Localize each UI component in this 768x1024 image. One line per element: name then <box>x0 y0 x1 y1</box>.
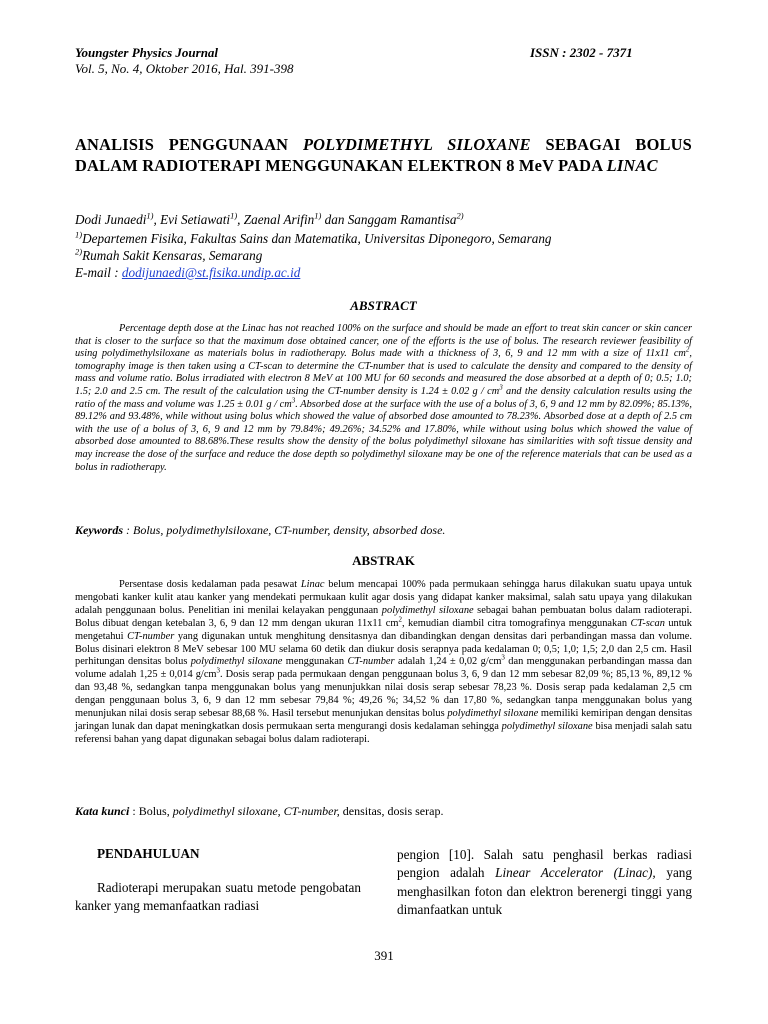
abstract-body: Percentage depth dose at the Linac has not reached 100% on the surface and should be made an effort to treat skin cancer or skin cancer that is closer to the surface so that the maximum dose obtained cancer, one of the efforts is the use of bolus. The research reviewer feasibility of using polydimethylsiloxane as materials bolus in radiotherapy. Bolus made with a thickness of 3, 6, 9 and 12 mm with a size of 11x11 $cm^2$, tomography image is then taken using a CT-scan to determine the CT-number that is used to calculate the density and compared to the density of mass and volume ratio. Bolus irradiated with electron 8 MeV at 100 MU for 60 seconds and measured the dose absorbed at a depth of 0; 0.5; 1.0; 1.5; 2.0 and 2.5 cm. The result of the calculation using the CT-number density is 1.24 ± 0.02 g / $cm^3$ and the density calculation results using the ratio of the mass and volume was 1.25 ± 0.01 g / $cm^3$. Absorbed dose at the surface with the use of a bolus of 3, 6, 9 and 12 mm by 82.09%; 85.13%, 89.12% and 93.48%, while without using bolus which showed the value of absorbed dose amounted to 78.23%. Absorbed dose at a depth of 2.5 cm with the use of a bolus of 3, 6, 9 and 12 mm by 79.84%; 49.26%; 34.52% and 17.80%, while without using bolus which showed the value of absorbed dose amounted to 88.68%.These results show the density of the bolus polydimethyl siloxane has similarities with soft tissue density and may increase the dose of the surface and reduce the dose depth so polydimethyl siloxane may be one of the reference materials that can be used as a bolus in radiotherapy. <box>75 323 692 473</box>
right-column-paragraph: pengion [10]. Salah satu penghasil berkas radiasi pengion adalah Linear Accelerator (Linac), yang menghasilkan foton dan elektron berenergi tinggi yang dimanfaatkan untuk <box>397 847 692 917</box>
keywords: Keywords : Bolus, polydimethylsiloxane, CT-number, density, absorbed dose. <box>75 523 446 537</box>
affiliation-2: $^{2)}$Rumah Sakit Kensaras, Semarang <box>75 246 263 263</box>
affiliation-1: $^{1)}$Departemen Fisika, Fakultas Sains dan Matematika, Universitas Diponegoro, Semarang <box>75 229 552 246</box>
journal-name: Youngster Physics Journal <box>75 45 219 60</box>
page-number: 391 <box>374 948 394 963</box>
email-line: E-mail : dodijunaedi@st.fisika.undip.ac.id <box>75 265 301 280</box>
abstrak-heading: ABSTRAK <box>352 553 415 568</box>
issn: ISSN : 2302 - 7371 <box>530 45 633 60</box>
abstrak-body: Persentase dosis kedalaman pada pesawat Linac belum mencapai 100% pada permukaan sehingga harus dilakukan suatu upaya untuk mengobati kanker kulit atau kanker yang mendekati permukaan kulit agar dosis yang didapat kanker maksimal, salah satu upaya yang dilakukan adalah penggunaan bolus. Penelitian ini menilai kelayakan penggunaan polydimethyl siloxane sebagai bahan pembuatan bolus dalam radioterapi. Bolus dibuat dengan ketebalan 3, 6, 9 dan 12 mm dengan ukuran 11x11 $cm^2$, kemudian diambil citra tomografinya menggunakan CT-scan untuk mengetahui CT-number yang digunakan untuk menghitung densitasnya dan dibandingkan dengan densitas dari perbandingan massa dan volume. Bolus disinari elektron 8 MeV sebesar 100 MU selama 60 detik dan diukur dosis serapnya pada kedalaman 0; 0,5; 1,0; 1,5; 2,0 dan 2,5 cm. Hasil perhitungan densitas bolus polydimethyl siloxane menggunakan CT-number adalah 1,24 ± 0,02 $g/cm^3$ dan menggunakan perbandingan massa dan volume adalah 1,25 ± 0,014 $g/cm^3$. Dosis serap pada permukaan dengan penggunaan bolus 3, 6, 9 dan 12 mm sebesar 82,09 %; 85,13 %, 89,12 % dan 93,48 %, sedangkan tanpa menggunakan bolus yang menunjukkan nilai dosis serap sebesar 78,23 %. Dosis serap pada kedalaman 2,5 cm dengan penggunaan bolus 3, 6, 9 dan 12 mm sebesar 79,84 %; 49,26 %; 34,52 % dan 17,80 %, sedangkan tanpa menggunakan bolus yang menunjukan nilai dosis serap sebesar 88,68 %. Hasil tersebut menunjukan densitas bolus polydimethyl siloxane memiliki kemiripan dengan densitas jaringan lunak dan dapat meningkatkan dosis permukaan serta mengurangi dosis kedalaman sehingga polydimethyl siloxane bisa menjadi salah satu referensi bahan yang dapat digunakan sebagai bolus dalam radioterapi. <box>75 579 693 745</box>
author-list: Dodi Junaedi$^{1)}$, Evi Setiawati$^{1)}$, Zaenal Arifin$^{1)}$ dan Sanggam Ramantisa$^{2)}$ <box>75 210 464 227</box>
abstract-heading: ABSTRACT <box>350 298 417 313</box>
section-heading-pendahuluan: PENDAHULUAN <box>97 846 200 861</box>
email-link[interactable]: dodijunaedi@st.fisika.undip.ac.id <box>121 265 301 280</box>
left-column-paragraph: Radioterapi merupakan suatu metode pengobatan kanker yang memanfaatkan radiasi <box>75 880 361 914</box>
paper-title: ANALISIS PENGGUNAAN POLYDIMETHYL SILOXANE SEBAGAI BOLUS DALAM RADIOTERAPI MENGGUNAKAN ELEKTRON 8 MeV PADA LINAC <box>75 135 692 175</box>
volume-info: Vol. 5, No. 4, Oktober 2016, Hal. 391-398 <box>75 61 294 76</box>
kata-kunci: Kata kunci : Bolus, polydimethyl siloxane, CT-number, densitas, dosis serap. <box>75 804 444 818</box>
